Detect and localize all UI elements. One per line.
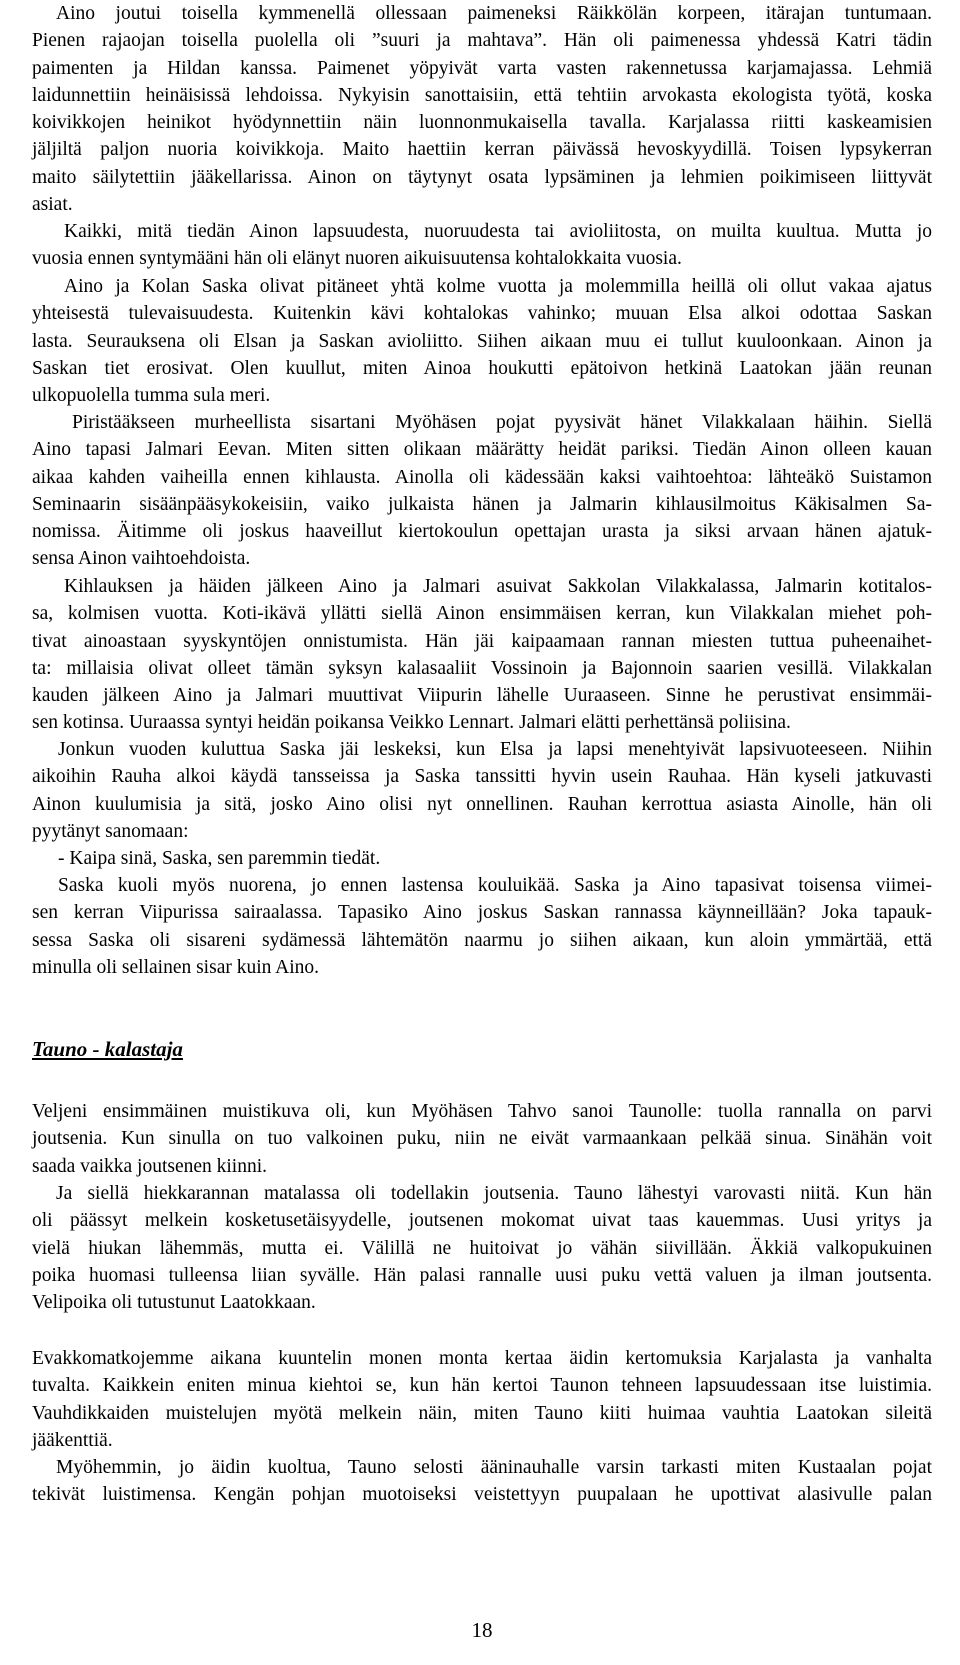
paragraph-text (32, 872, 932, 981)
text-line: tuvalta. Kaikkein eniten minua kiehtoi se, kun hän kertoi Taunon tehneen lapsuudessaan itse luistimia. (32, 1375, 932, 1397)
text-line: sen kotinsa. Uuraassa syntyi heidän poikansa Veikko Lennart. Jalmari elätti perhettänsä poliisina. (32, 712, 791, 734)
text-line: joutsenia. Kun sinulla on tuo valkoinen puku, niin ne eivät varmaankaan pelkää sinua. Sinähän voit (32, 1128, 932, 1150)
paragraph-text (32, 736, 932, 845)
paragraph-text (32, 1180, 932, 1316)
paragraph-3 (32, 273, 932, 409)
text-line: laidunnettiin heinäisissä lehdoissa. Nykyisin sanottaisiin, että tehtiin arvokasta ekologista työtä, koska (32, 84, 932, 106)
text-line: lasta. Seurauksena oli Elsan ja Saskan avioliitto. Siihen aikaan muu ei tullut kuuloonkaan. Ainon ja (32, 330, 932, 352)
text-line: Aino tapasi Jalmari Eevan. Miten sitten olikaan määrätty heidät pariksi. Tiedän Ainon olleen kauan (32, 439, 932, 461)
paragraph-text (32, 1098, 932, 1180)
paragraph-text (32, 845, 932, 872)
paragraph-text (32, 1345, 932, 1454)
text-line: Veljeni ensimmäinen muistikuva oli, kun Myöhäsen Tahvo sanoi Taunolle: tuolla rannalla on parvi (32, 1101, 932, 1122)
text-line: Jonkun vuoden kuluttua Saska jäi leskeksi, kun Elsa ja lapsi menehtyivät lapsivuoteeseen. Niihin (58, 739, 932, 760)
paragraph-text (32, 0, 932, 27)
paragraph-10 (32, 1345, 932, 1454)
paragraph-text (32, 1454, 932, 1509)
text-line: nomissa. Äitimme oli joskus haaveillut kiertokoulun opettajan urasta ja siksi arvaan hänen ajatuk- (32, 521, 932, 543)
text-line: Myöhemmin, jo äidin kuoltua, Tauno selosti ääninauhalle varsin tarkasti miten Kustaalan pojat (56, 1457, 932, 1478)
text-line: vielä hiukan lähemmäs, mutta ei. Välillä ne huitoivat jo vähän siivillään. Äkkiä valkopukuinen (32, 1237, 932, 1259)
text-line: - Kaipa sinä, Saska, sen paremmin tiedät. (58, 848, 381, 869)
paragraph-1 (32, 0, 932, 218)
paragraph-7 (32, 872, 932, 981)
paragraph-9 (32, 1180, 932, 1316)
paragraph-6 (32, 736, 932, 845)
text-line: poika huomasi tulleensa liian syvälle. Hän palasi rannalle uusi puku vettä valuen ja ilman joutsenta. (32, 1264, 932, 1286)
text-line: Kihlauksen ja häiden jälkeen Aino ja Jalmari asuivat Sakkolan Vilakkalassa, Jalmarin kotitalos- (64, 576, 932, 597)
paragraph-text (32, 573, 932, 737)
text-line: paimenten ja Hildan kanssa. Paimenet yöpyivät varta vasten rakennetussa karjamajassa. Lehmiä (32, 57, 932, 79)
text-line: Velipoika oli tutustunut Laatokkaan. (32, 1292, 316, 1314)
text-line: aikoihin Rauha alkoi käydä tansseissa ja Saska tanssitti hyvin usein Rauhaa. Hän kyseli jatkuvasti (32, 766, 932, 788)
paragraph-11 (32, 1454, 932, 1509)
paragraph-text (32, 27, 932, 218)
section-title: Tauno - kalastaja (32, 1037, 183, 1061)
text-line: aikaa kahden vaiheilla ennen kihlausta. Ainolla oli kädessään kaksi vaihtoehtoa: lähteäkö Suistamon (32, 466, 932, 488)
text-line: Saska kuoli myös nuorena, jo ennen lastensa kouluikää. Saska ja Aino tapasivat toisensa viimei- (58, 875, 932, 896)
text-line: sa, kolmisen vuotta. Koti-ikävä yllätti siellä Ainon ensimmäisen kerran, kun Vilakkalan miehet poh- (32, 603, 932, 625)
paragraph-4 (32, 409, 932, 573)
text-line: Pienen rajaojan toisella puolella oli ”suuri ja mahtava”. Hän oli paimenessa yhdessä Katri tädin (32, 30, 932, 52)
paragraph-2 (32, 218, 932, 273)
text-line: ta: millaisia olivat olleet tämän syksyn kalasaaliit Vossinoin ja Bajonnoin saarien vesillä. Vilakkalan (32, 657, 932, 679)
text-line: Saskan tiet erosivat. Olen kuullut, miten Ainoa houkutti epätoivon hetkinä Laatokan jään reunan (32, 357, 932, 379)
text-line: pyytänyt sanomaan: (32, 820, 189, 842)
paragraph-text (32, 273, 932, 409)
text-line: Evakkomatkojemme aikana kuuntelin monen monta kertaa äidin kertomuksia Karjalasta ja vanhalta (32, 1348, 932, 1369)
page-number: 18 (471, 1618, 493, 1642)
text-line: sen kerran Viipurissa sairaalassa. Tapasiko Aino joskus Saskan rannassa käynneillään? Joka tapauk- (32, 902, 932, 924)
text-line: kauden jälkeen Aino ja Jalmari muuttivat Viipurin lähelle Uuraaseen. Sinne he perustivat ensimmäi- (32, 685, 932, 707)
text-line: maito säilytettiin jääkellarissa. Ainon on täytynyt osata lypsäminen ja lehmien poikimiseen liittyvät (32, 166, 932, 188)
paragraph-5 (32, 573, 932, 737)
paragraph-text (32, 218, 932, 273)
text-line: Ja siellä hiekkarannan matalassa oli todellakin joutsenia. Tauno lähestyi varovasti niitä. Kun hän (56, 1183, 932, 1204)
text-line: Aino ja Kolan Saska olivat pitäneet yhtä kolme vuotta ja molemmilla heillä oli ollut vakaa ajatus (64, 276, 932, 297)
text-line: jäljiltä paljon nuoria koivikkoja. Maito haettiin kerran päivässä hevoskyydillä. Toisen lypsykerran (32, 139, 932, 161)
text-line: Ainon kuulumisia ja sitä, josko Aino olisi nyt onnellinen. Rauhan kerrottua asiasta Ainolle, hän oli (32, 793, 932, 815)
text-line: jääkenttiä. (32, 1429, 113, 1451)
text-line: Kaikki, mitä tiedän Ainon lapsuudesta, nuoruudesta tai avioliitosta, on muilta kuultua. Mutta jo (64, 221, 932, 242)
text-line: sensa Ainon vaihtoehdoista. (32, 548, 251, 570)
text-line: minulla oli sellainen sisar kuin Aino. (32, 956, 320, 978)
text-line: Piristääkseen murheellista sisartani Myöhäsen pojat pyysivät hänet Vilakkalaan häihin. Siellä (72, 412, 932, 433)
text-line: oli päässyt melkein kosketusetäisyydelle, joutsenen mokomat uivat taas kauemmas. Uusi yritys ja (32, 1210, 932, 1232)
dialogue-line (32, 845, 932, 872)
text-line: asiat. (32, 194, 73, 216)
text-line: tekivät luistimensa. Kengän pohjan muotoiseksi veistettyyn puupalaan he upottivat alasivulle palan (32, 1484, 932, 1506)
text-line: ulkopuolella tumma sula meri. (32, 385, 271, 407)
text-line: tivat ainoastaan syyskyntöjen onnistumista. Hän jäi kaipaamaan rannan miesten tuttua puheenaihet- (32, 630, 932, 652)
text-line: Vauhdikkaiden muistelujen myötä melkein näin, miten Tauno kiiti huimaa vauhtia Laatokan sileitä (32, 1402, 932, 1424)
text-line: yhteisestä tulevaisuudesta. Kuitenkin kävi kohtalokas vahinko; muuan Elsa alkoi odottaa Saskan (32, 303, 932, 325)
text-line: Aino joutui toisella kymmenellä ollessaan paimeneksi Räikkölän korpeen, itärajan tuntumaan. (56, 3, 932, 24)
text-line: koivikkojen heinikot hyödynnettiin näin luonnonmukaisella tavalla. Karjalassa riitti kaskeamisien (32, 112, 932, 134)
text-line: vuosia ennen syntymääni hän oli elänyt nuoren aikuisuutensa kohtalokkaita vuosia. (32, 248, 682, 270)
text-line: Seminaarin sisäänpääsykokeisiin, vaiko julkaista hänen ja Jalmarin kihlausilmoitus Käkisalmen Sa- (32, 493, 932, 515)
paragraph-text (32, 409, 932, 573)
text-line: saada vaikka joutsenen kiinni. (32, 1155, 268, 1177)
text-line: sessa Saska oli sisareni sydämessä lähtemätön naarmu jo siihen aikaan, kun aloin ymmärtää, että (32, 929, 932, 951)
paragraph-8 (32, 1098, 932, 1180)
